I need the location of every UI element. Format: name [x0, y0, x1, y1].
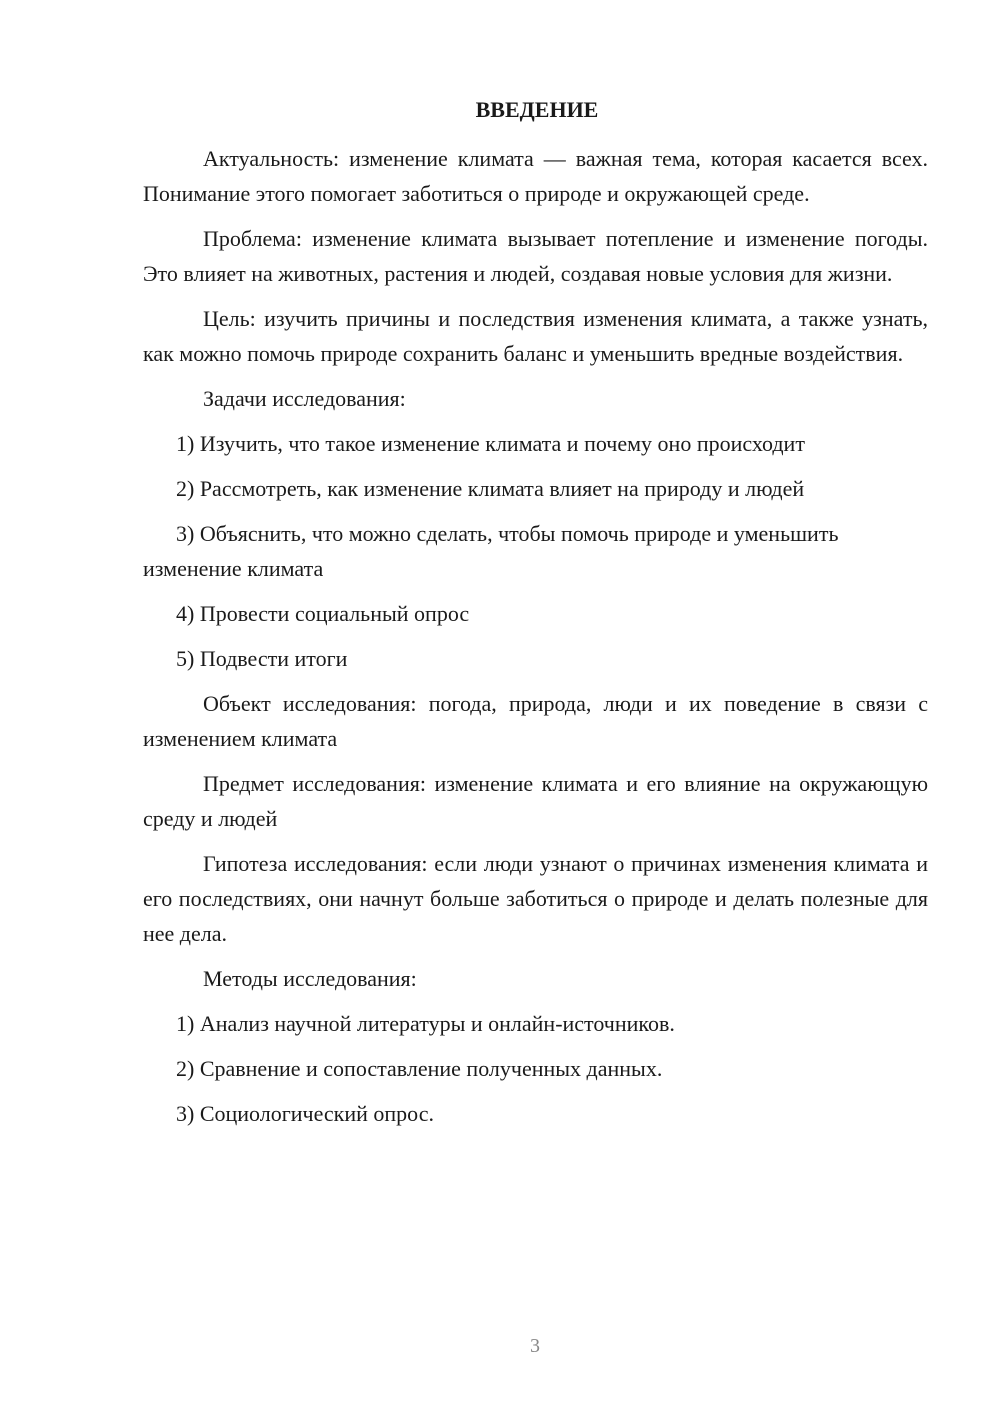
hypothesis-paragraph: Гипотеза исследования: если люди узнают о причинах изменения климата и его последствиях, они начнут больше заботиться о природе и делать полезные для нее дела.: [143, 851, 928, 946]
methods-heading: Методы исследования:: [203, 966, 417, 991]
method-item-1: 1) Анализ научной литературы и онлайн-источников.: [176, 1011, 675, 1036]
problem-paragraph: Проблема: изменение климата вызывает потепление и изменение погоды. Это влияет на животных, растения и людей, создавая новые условия для жизни.: [143, 226, 928, 286]
page-content: [143, 96, 928, 1141]
object-paragraph: Объект исследования: погода, природа, люди и их поведение в связи с изменением климата: [143, 691, 928, 751]
task-item-5: 5) Подвести итоги: [176, 646, 348, 671]
goal-paragraph: Цель: изучить причины и последствия изменения климата, а также узнать, как можно помочь природе сохранить баланс и уменьшить вредные воздействия.: [143, 306, 928, 366]
subject-paragraph: Предмет исследования: изменение климата и его влияние на окружающую среду и людей: [143, 771, 928, 831]
method-item-3: 3) Социологический опрос.: [176, 1101, 434, 1126]
task-item-1: 1) Изучить, что такое изменение климата и почему оно происходит: [176, 431, 805, 456]
relevance-paragraph: Актуальность: изменение климата — важная тема, которая касается всех. Понимание этого помогает заботиться о природе и окружающей среде.: [143, 146, 928, 206]
task-item-2: 2) Рассмотреть, как изменение климата влияет на природу и людей: [176, 476, 805, 501]
task-item-3: 3) Объяснить, что можно сделать, чтобы помочь природе и уменьшить изменение климата: [143, 521, 839, 581]
page-number: 3: [530, 1335, 540, 1357]
method-item-2: 2) Сравнение и сопоставление полученных данных.: [176, 1056, 663, 1081]
tasks-heading: Задачи исследования:: [203, 386, 406, 411]
task-item-4: 4) Провести социальный опрос: [176, 601, 470, 626]
section-title: ВВЕДЕНИЕ: [475, 97, 599, 122]
